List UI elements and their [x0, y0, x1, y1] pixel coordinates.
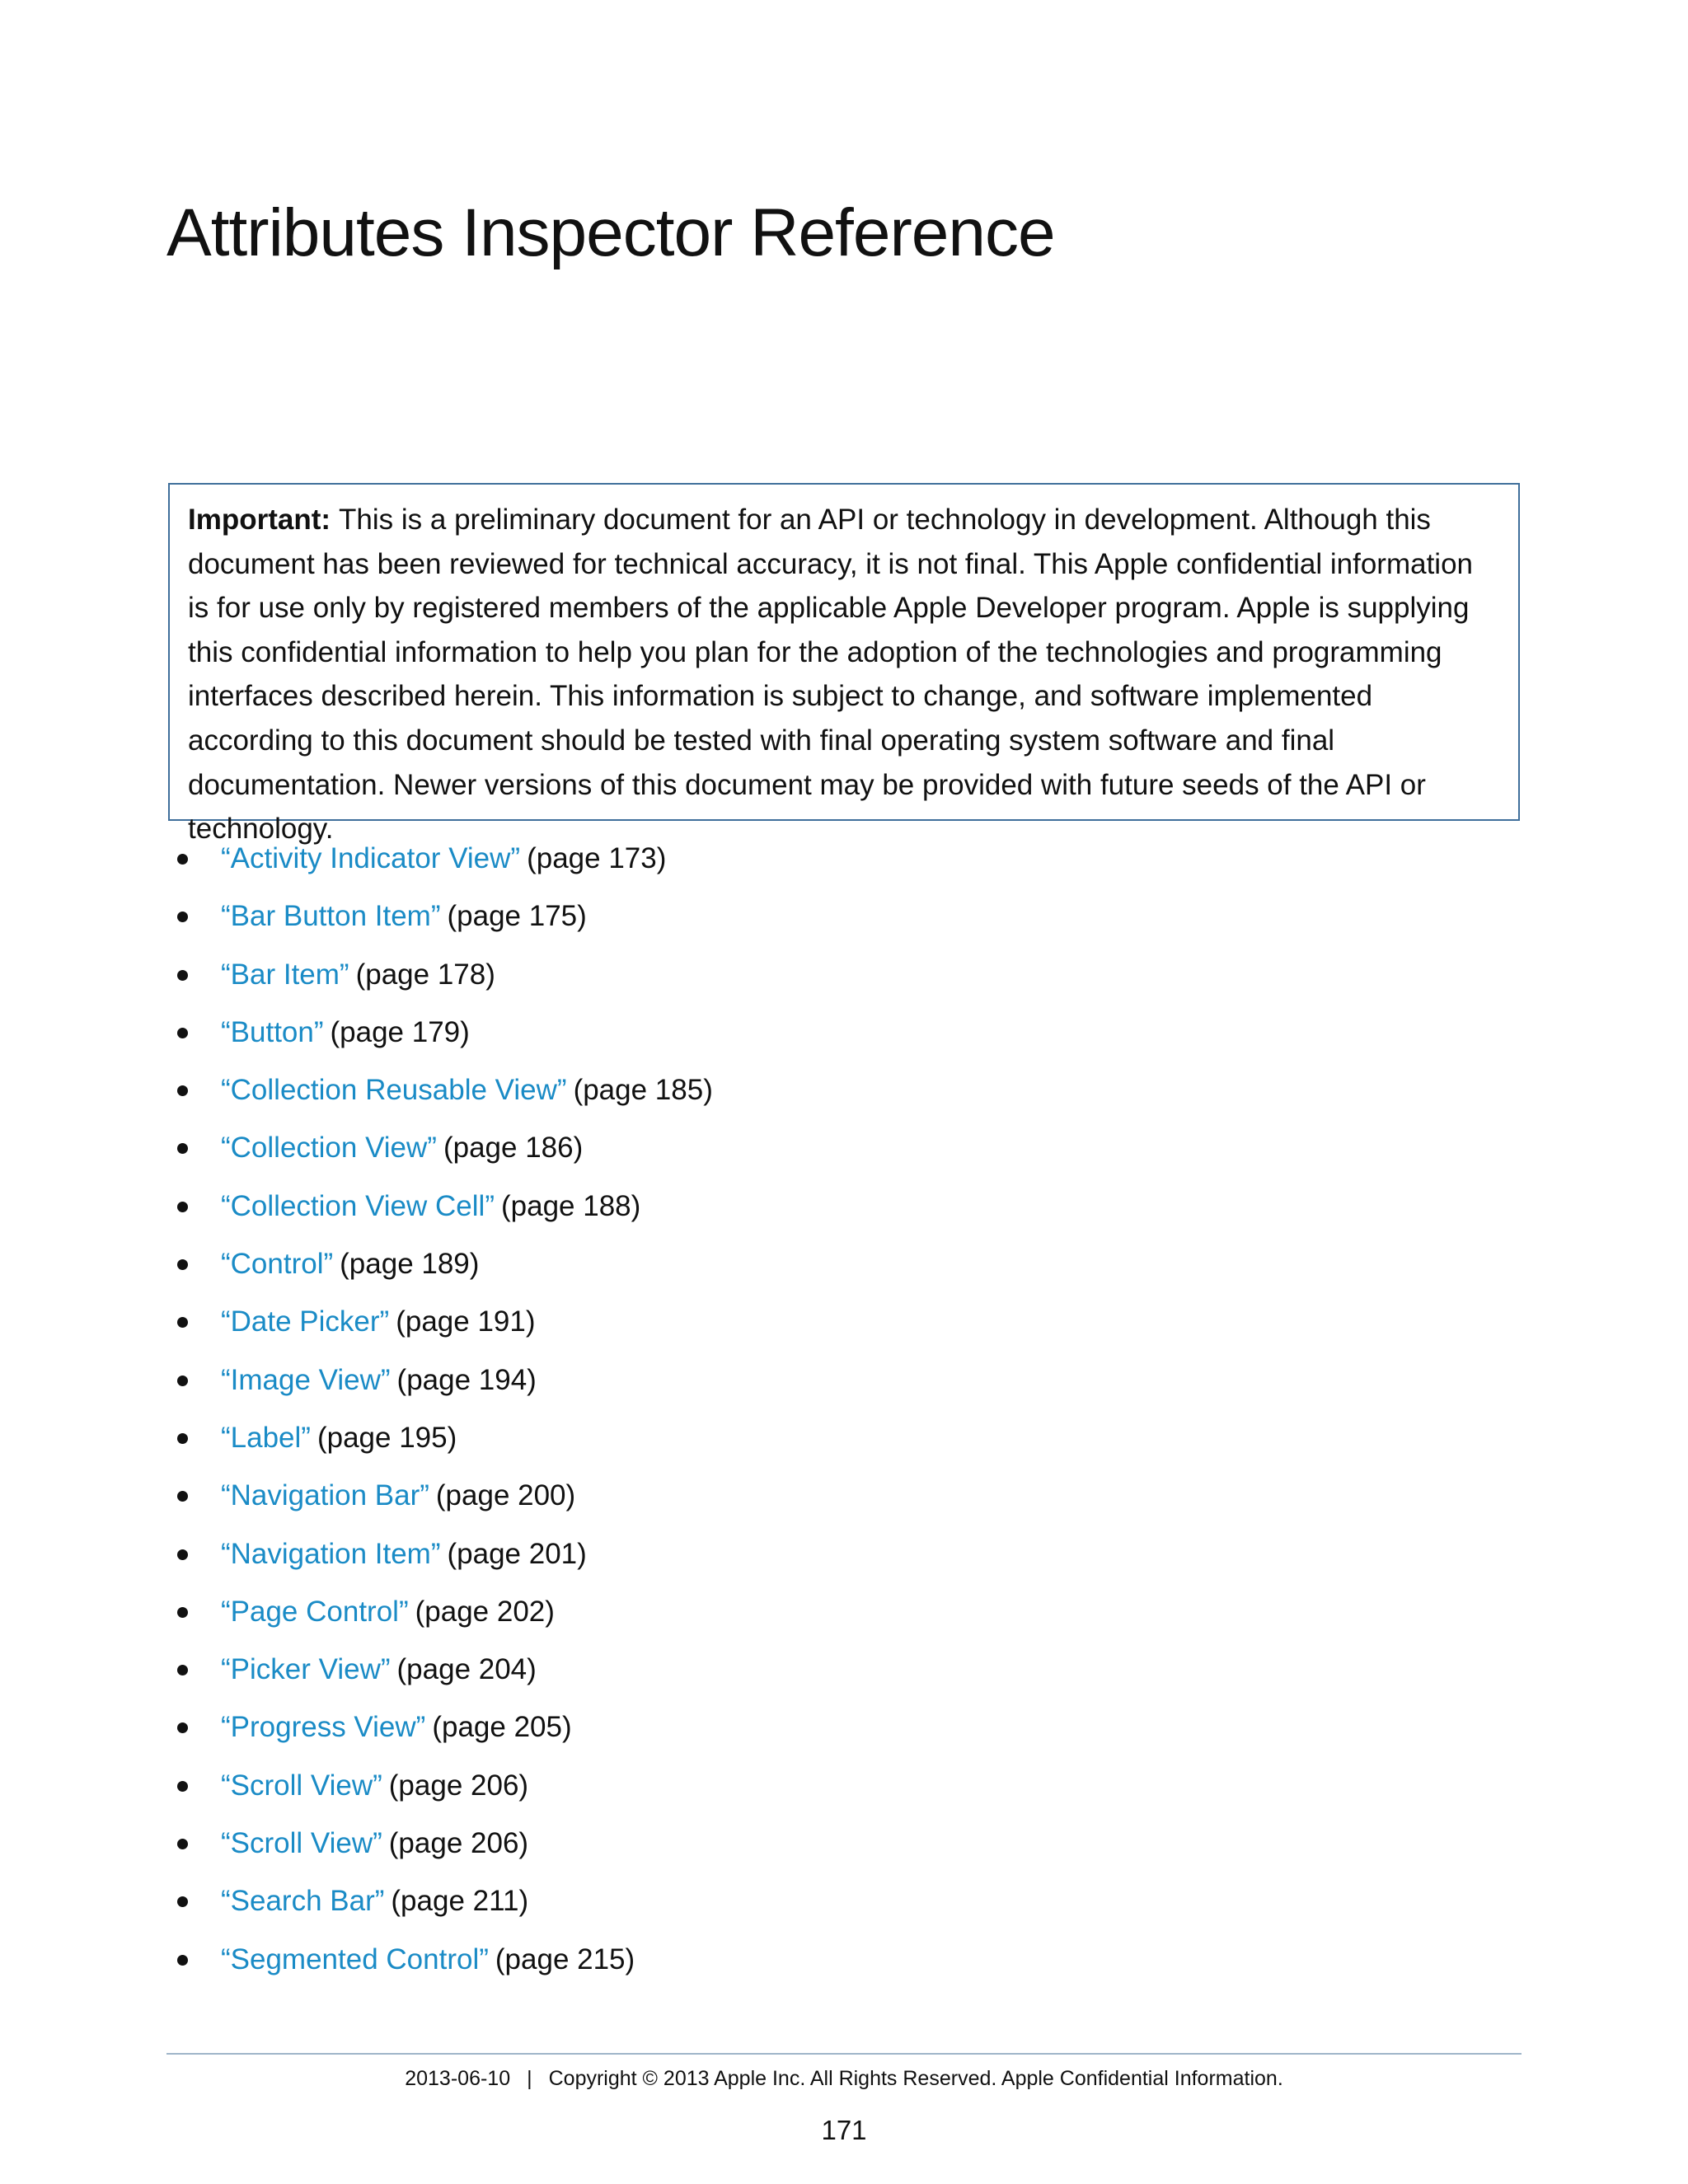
toc-page-ref: (page 191)	[396, 1305, 536, 1338]
notice-text: This is a preliminary document for an API or technology in development. Although this document has been reviewed for technical accuracy, it is not final. This Apple confidential information is for use only by registered members of the applicable Apple Developer program. Apple is supplying this confidential information to help you plan for the adoption of the technologies and programming interfaces described herein. This information is subject to change, and software implemented according to this document should be tested with final operating system software and final documentation. Newer versions of this document may be provided with future seeds of the API or technology.	[188, 504, 1474, 846]
page-title: Attributes Inspector Reference	[166, 195, 1055, 270]
bullet-icon	[177, 1896, 188, 1907]
toc-page-ref: (page 206)	[388, 1827, 529, 1860]
toc-link-scroll-view-2[interactable]: “Scroll View”	[221, 1827, 382, 1860]
bullet-icon	[177, 1665, 188, 1675]
toc-page-ref: (page 179)	[330, 1015, 470, 1048]
toc-item	[168, 1297, 713, 1355]
bullet-icon	[177, 1433, 188, 1444]
page-number: 171	[821, 2115, 867, 2145]
toc-item	[168, 1645, 713, 1703]
toc-link-picker-view[interactable]: “Picker View”	[221, 1653, 391, 1686]
toc-page-ref: (page 178)	[355, 958, 495, 991]
toc-link-activity-indicator-view[interactable]: “Activity Indicator View”	[221, 842, 521, 874]
bullet-icon	[177, 1955, 188, 1966]
toc-item	[168, 950, 713, 1008]
toc-page-ref: (page 204)	[396, 1653, 537, 1686]
footer-date: 2013-06-10	[405, 2067, 511, 2090]
footer-copyright: Copyright © 2013 Apple Inc. All Rights Reserved. Apple Confidential Information.	[548, 2067, 1283, 2090]
toc-link-collection-view-cell[interactable]: “Collection View Cell”	[221, 1189, 495, 1222]
toc-item	[168, 834, 713, 892]
toc-page-ref: (page 205)	[432, 1711, 572, 1744]
bullet-icon	[177, 970, 188, 981]
toc-link-progress-view[interactable]: “Progress View”	[221, 1711, 426, 1744]
toc-page-ref: (page 200)	[435, 1479, 576, 1512]
toc-item	[168, 1008, 713, 1066]
toc-item	[168, 1356, 713, 1413]
toc-link-page-control[interactable]: “Page Control”	[221, 1595, 409, 1628]
footer-separator: |	[527, 2067, 532, 2090]
toc-link-collection-view[interactable]: “Collection View”	[221, 1132, 437, 1165]
toc-item	[168, 1066, 713, 1123]
important-notice	[168, 483, 1520, 846]
toc-item	[168, 1471, 713, 1529]
toc-link-bar-item[interactable]: “Bar Item”	[221, 958, 349, 991]
toc-page-ref: (page 206)	[388, 1769, 529, 1802]
toc-link-label[interactable]: “Label”	[221, 1421, 311, 1454]
toc-item	[168, 1182, 713, 1240]
bullet-icon	[177, 1085, 188, 1096]
toc-page-ref: (page 186)	[443, 1132, 584, 1165]
toc-link-collection-reusable-view[interactable]: “Collection Reusable View”	[221, 1074, 567, 1107]
toc-page-ref: (page 189)	[340, 1248, 480, 1281]
bullet-icon	[177, 1491, 188, 1502]
toc-page-ref: (page 201)	[447, 1537, 587, 1570]
bullet-icon	[177, 854, 188, 865]
toc-page-ref: (page 185)	[573, 1074, 713, 1107]
toc-link-scroll-view[interactable]: “Scroll View”	[221, 1769, 382, 1802]
bullet-icon	[177, 1722, 188, 1733]
footer-divider	[166, 2053, 1522, 2055]
toc-link-navigation-bar[interactable]: “Navigation Bar”	[221, 1479, 429, 1512]
bullet-icon	[177, 1028, 188, 1038]
toc-item	[168, 1123, 713, 1181]
toc-item	[168, 1877, 713, 1934]
toc-link-search-bar[interactable]: “Search Bar”	[221, 1885, 385, 1918]
toc-link-navigation-item[interactable]: “Navigation Item”	[221, 1537, 441, 1570]
toc-link-date-picker[interactable]: “Date Picker”	[221, 1305, 390, 1338]
toc-page-ref: (page 194)	[396, 1363, 537, 1396]
toc-item	[168, 1819, 713, 1877]
bullet-icon	[177, 1781, 188, 1792]
toc-link-button[interactable]: “Button”	[221, 1015, 324, 1048]
toc-item	[168, 892, 713, 949]
toc-page-ref: (page 188)	[500, 1189, 641, 1222]
toc-item	[168, 1413, 713, 1471]
toc-page-ref: (page 211)	[391, 1885, 529, 1918]
toc-item	[168, 1761, 713, 1819]
bullet-icon	[177, 1607, 188, 1618]
toc-link-image-view[interactable]: “Image View”	[221, 1363, 391, 1396]
bullet-icon	[177, 1317, 188, 1328]
footer	[0, 2067, 1688, 2091]
toc-page-ref: (page 215)	[495, 1943, 635, 1975]
toc-item	[168, 1530, 713, 1587]
notice-label: Important:	[188, 504, 331, 536]
toc-page-ref: (page 195)	[316, 1421, 457, 1454]
toc-page-ref: (page 202)	[415, 1595, 555, 1628]
bullet-icon	[177, 1259, 188, 1270]
toc-item	[168, 1240, 713, 1297]
bullet-icon	[177, 1549, 188, 1560]
bullet-icon	[177, 912, 188, 922]
toc-list	[168, 834, 713, 1993]
toc-page-ref: (page 175)	[447, 900, 587, 933]
toc-link-control[interactable]: “Control”	[221, 1248, 334, 1281]
toc-link-bar-button-item[interactable]: “Bar Button Item”	[221, 900, 441, 933]
toc-item	[168, 1935, 713, 1993]
bullet-icon	[177, 1839, 188, 1849]
toc-page-ref: (page 173)	[527, 842, 667, 874]
bullet-icon	[177, 1202, 188, 1212]
bullet-icon	[177, 1143, 188, 1154]
bullet-icon	[177, 1376, 188, 1386]
toc-item	[168, 1587, 713, 1645]
toc-link-segmented-control[interactable]: “Segmented Control”	[221, 1943, 489, 1975]
toc-item	[168, 1703, 713, 1760]
